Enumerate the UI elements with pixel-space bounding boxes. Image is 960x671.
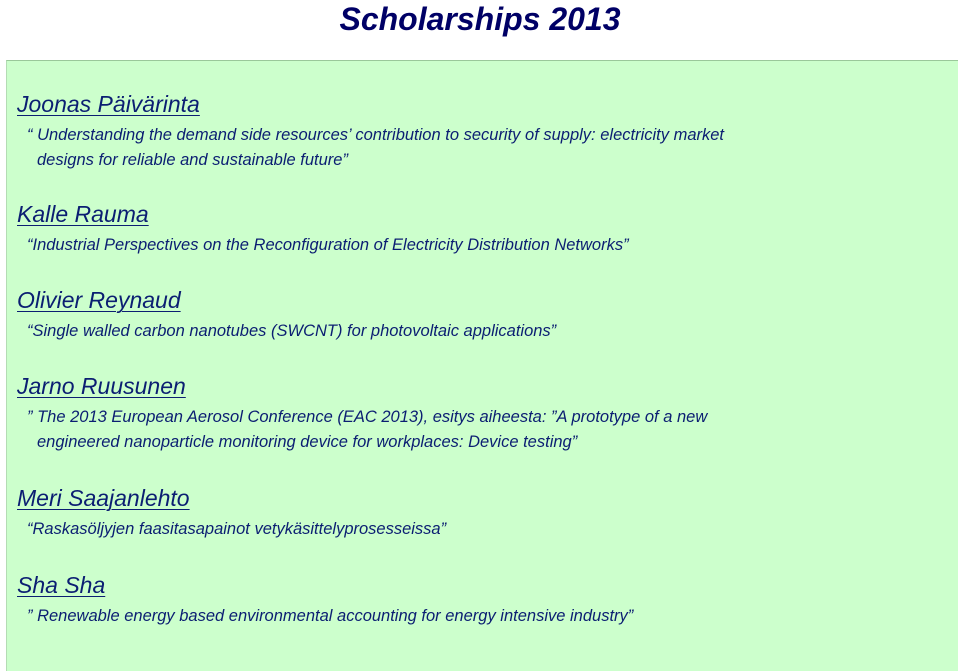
list-item <box>17 287 556 344</box>
recipient-name: Jarno Ruusunen <box>17 373 186 399</box>
topic-line: engineered nanoparticle monitoring device for workplaces: Device testing” <box>37 433 578 451</box>
list-item <box>17 373 707 455</box>
recipient-name: Sha Sha <box>17 572 106 598</box>
recipient-topic <box>17 233 629 258</box>
topic-line: “ Understanding the demand side resources’ contribution to security of supply: electricity market <box>27 126 725 144</box>
list-item <box>17 572 633 629</box>
page-title: Scholarships 2013 <box>339 1 621 37</box>
scholarship-list <box>6 60 958 671</box>
topic-line: “Raskasöljyjen faasitasapainot vetykäsittelyprosesseissa” <box>27 520 447 538</box>
recipient-topic <box>17 319 556 344</box>
topic-line: designs for reliable and sustainable future” <box>37 151 348 169</box>
recipient-name: Kalle Rauma <box>17 201 149 227</box>
list-item <box>17 485 446 542</box>
recipient-topic <box>17 517 446 542</box>
recipient-name: Olivier Reynaud <box>17 287 181 313</box>
list-item <box>17 201 629 258</box>
topic-line: “Industrial Perspectives on the Reconfiguration of Electricity Distribution Networks” <box>27 236 629 254</box>
topic-line: “Single walled carbon nanotubes (SWCNT) for photovoltaic applications” <box>27 322 557 340</box>
recipient-name: Meri Saajanlehto <box>17 485 190 511</box>
recipient-topic <box>17 123 724 173</box>
recipient-topic <box>17 405 707 455</box>
list-item <box>17 91 724 173</box>
recipient-topic <box>17 604 633 629</box>
topic-line: ” Renewable energy based environmental accounting for energy intensive industry” <box>27 607 634 625</box>
topic-line: ” The 2013 European Aerosol Conference (EAC 2013), esitys aiheesta: ”A prototype of a new <box>27 408 708 426</box>
recipient-name: Joonas Päivärinta <box>17 91 200 117</box>
